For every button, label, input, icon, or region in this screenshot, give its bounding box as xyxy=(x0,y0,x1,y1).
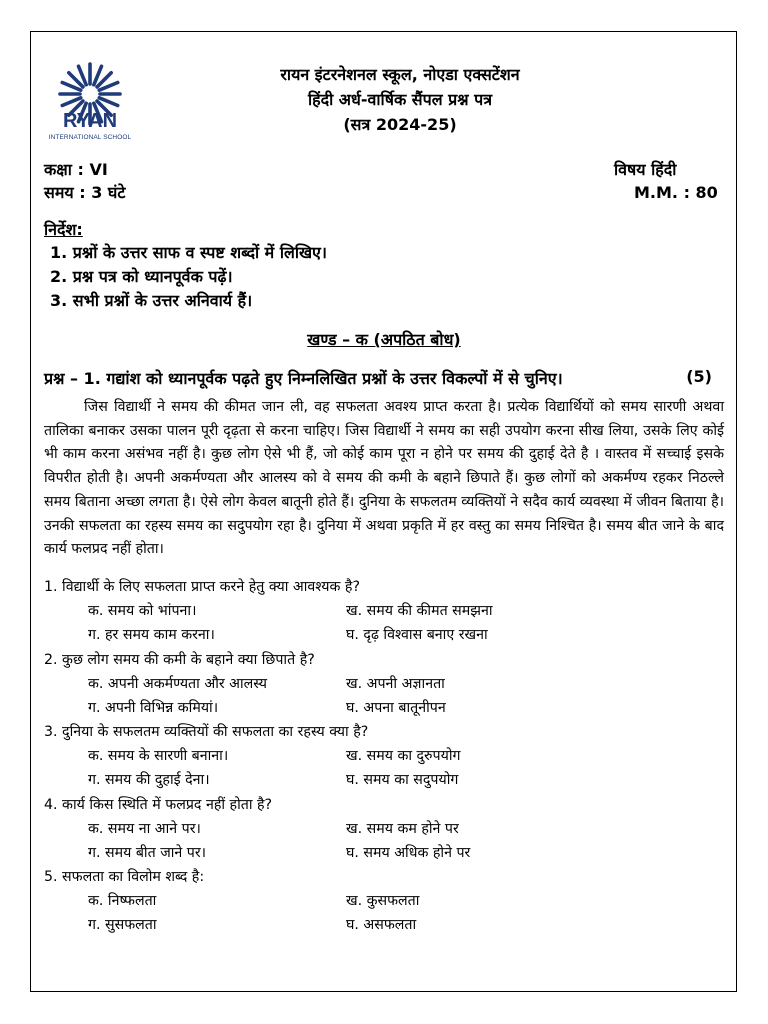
class-label: कक्षा : VI xyxy=(44,160,108,179)
max-marks: M.M. : 80 xyxy=(634,183,718,202)
mcq-question: 2. कुछ लोग समय की कमी के बहाने क्या छिपाते है? xyxy=(44,652,315,668)
question-text: प्रश्न – 1. गद्यांश को ध्यानपूर्वक पढ़ते हुए निम्नलिखित प्रश्नों के उत्तर विकल्पों में से चुनिए। xyxy=(44,369,563,388)
mcq-option: घ. असफलता xyxy=(346,917,417,933)
time-label: समय : 3 घंटे xyxy=(44,183,126,202)
mcq-option: क. समय को भांपना। xyxy=(88,603,197,619)
logo-subtext: INTERNATIONAL SCHOOL xyxy=(48,134,132,141)
mcq-question: 3. दुनिया के सफलतम व्यक्तियों की सफलता का रहस्य क्या है? xyxy=(44,724,369,740)
mcq-option: ख. समय की कीमत समझना xyxy=(346,603,493,619)
mcq-option: ग. समय की दुहाई देना। xyxy=(88,772,210,788)
mcq-option: ग. हर समय काम करना। xyxy=(88,627,215,643)
mcq-option: क. समय के सारणी बनाना। xyxy=(88,748,229,764)
mcq-option: ख. अपनी अज्ञानता xyxy=(346,676,445,692)
instruction-item: 1. प्रश्नों के उत्तर साफ व स्पष्ट शब्दों में लिखिए। xyxy=(50,243,327,262)
mcq-option: क. अपनी अकर्मण्यता और आलस्य xyxy=(88,676,268,692)
logo-text: RYAN xyxy=(62,110,118,132)
mcq-question: 4. कार्य किस स्थिति में फलप्रद नहीं होता है? xyxy=(44,797,273,813)
mcq-option: ग. अपनी विभिन्न कमियां। xyxy=(88,700,219,716)
instruction-item: 2. प्रश्न पत्र को ध्यानपूर्वक पढ़ें। xyxy=(50,267,233,286)
mcq-option: ख. समय का दुरुपयोग xyxy=(346,748,461,764)
passage: जिस विद्यार्थी ने समय की कीमत जान ली, वह सफलता अवश्य प्राप्त करता है। प्रत्येक विद्यार्थियों को समय सारणी अथवा तालिका बनाकर उसका पालन पूरी दृढ़ता से करना चाहिए। जिस विद्यार्थी ने समय का सही उपयोग करना सीख लिया, उसके लिए कोई भी काम करना असंभव नहीं है। कुछ लोग ऐसे भी हैं, जो कोई काम पूरा न होने पर समय की दुहाई देते है । वास्तव में सच्चाई इसके विपरीत होती है। अपनी अकर्मण्यता और आलस्य को वे समय की कमी के बहाने छिपाते हैं। कुछ लोगों को अकर्मण्य रहकर निठल्ले समय बिताना अच्छा लगता है। ऐसे लोग केवल बातूनी होते हैं। दुनिया के सफलतम व्यक्तियों ने सदैव कार्य व्यवस्था में जीवन बिताया है। उनकी सफलता का रहस्य समय का सदुपयोग रहा है। दुनिया में अथवा प्रकृति में हर वस्तु का समय निश्चित है। समय बीत जाने के बाद कार्य फलप्रद नहीं होता। xyxy=(44,399,724,558)
paper-title: हिंदी अर्ध-वार्षिक सैंपल प्रश्न पत्र xyxy=(307,90,493,109)
mcq-option: ग. सुसफलता xyxy=(88,917,157,933)
section-heading: खण्ड – क (अपठित बोध) xyxy=(307,330,461,349)
mcq-option: घ. समय अधिक होने पर xyxy=(346,845,471,861)
mcq-option: ख. कुसफलता xyxy=(346,893,420,909)
question-heading xyxy=(44,367,712,389)
mcq-option: घ. अपना बातूनीपन xyxy=(346,700,446,716)
instruction-item: 3. सभी प्रश्नों के उत्तर अनिवार्य हैं। xyxy=(50,291,253,310)
mcq-option: घ. समय का सदुपयोग xyxy=(346,772,459,788)
instructions-title: निर्देश: xyxy=(44,220,83,239)
mcq-option: ख. समय कम होने पर xyxy=(346,821,459,837)
subject-label: विषय हिंदी xyxy=(614,160,677,179)
mcq-question: 5. सफलता का विलोम शब्द है: xyxy=(44,869,205,885)
session: (सत्र 2024-25) xyxy=(343,115,457,134)
mcq-option: क. समय ना आने पर। xyxy=(88,821,201,837)
mcq-option: क. निष्फलता xyxy=(88,893,157,909)
mcq-option: ग. समय बीत जाने पर। xyxy=(88,845,207,861)
school-name: रायन इंटरनेशनल स्कूल, नोएडा एक्सटेंशन xyxy=(280,65,520,84)
mcq-option: घ. दृढ़ विश्वास बनाए रखना xyxy=(346,627,488,643)
mcq-question: 1. विद्यार्थी के लिए सफलता प्राप्त करने हेतु क्या आवश्यक है? xyxy=(44,579,360,595)
question-marks: (5) xyxy=(686,367,712,386)
